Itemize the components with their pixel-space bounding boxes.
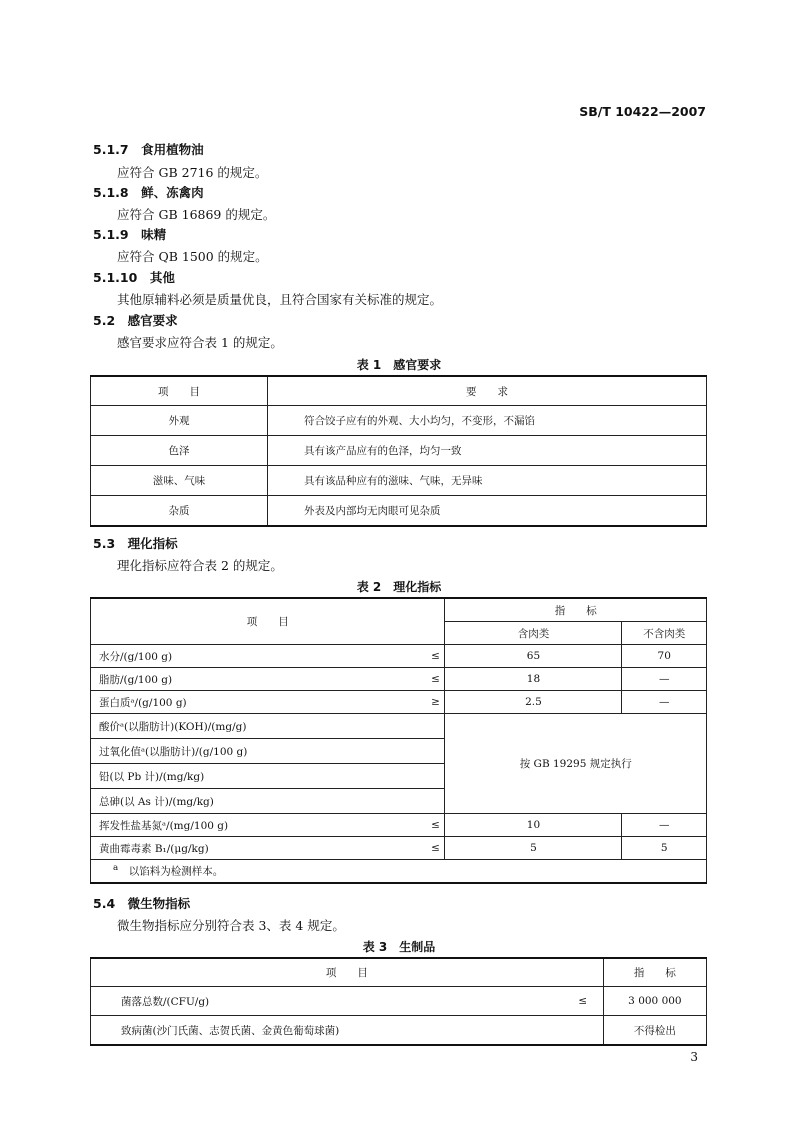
table2-caption: 表 2 理化指标 — [356, 580, 442, 594]
table-cell: 蛋白质ᵃ/(g/100 g) — [91, 691, 427, 714]
table-cell: 菌落总数/(CFU/g) — [91, 987, 563, 1016]
table-cell: 黄曲霉毒素 B₁/(μg/kg) — [91, 837, 427, 860]
column-header: 指 标 — [603, 958, 706, 987]
table-row — [91, 714, 707, 739]
table-cell: 水分/(g/100 g) — [91, 645, 427, 668]
comparison-symbol — [563, 1016, 604, 1046]
table-row — [91, 668, 707, 691]
table-cell: 过氧化值ᵃ(以脂肪计)/(g/100 g) — [91, 739, 445, 764]
table1-caption: 表 1 感官要求 — [356, 358, 442, 372]
comparison-symbol: ≤ — [563, 987, 604, 1016]
table-row — [91, 406, 707, 436]
section-heading — [93, 894, 190, 912]
section-body: 感官要求应符合表 1 的规定。 — [117, 335, 283, 350]
comparison-symbol: ≤ — [426, 645, 445, 668]
column-header: 不含肉类 — [622, 622, 707, 645]
table3-caption: 表 3 生制品 — [362, 940, 436, 954]
table-cell: 致病菌(沙门氏菌、志贺氏菌、金黄色葡萄球菌) — [91, 1016, 563, 1046]
section-title: 其他 — [149, 270, 175, 285]
column-header: 指 标 — [445, 598, 707, 622]
table-row — [91, 496, 707, 527]
comparison-symbol: ≤ — [426, 837, 445, 860]
table-header-row — [91, 376, 707, 406]
section-heading — [93, 268, 175, 286]
section-body: 应符合 QB 1500 的规定。 — [117, 249, 268, 264]
section-number: 5.1.9 — [93, 227, 129, 242]
table-row — [91, 436, 707, 466]
table-cell: — — [622, 691, 707, 714]
table-cell: 5 — [622, 837, 707, 860]
section-heading — [93, 183, 204, 201]
table-cell: — — [622, 668, 707, 691]
table-header-row — [91, 958, 707, 987]
table-row — [91, 691, 707, 714]
section-title: 微生物指标 — [127, 896, 191, 911]
table-footnote — [91, 860, 707, 884]
table-cell: 酸价ᵃ(以脂肪计)(KOH)/(mg/g) — [91, 714, 445, 739]
table-row — [91, 814, 707, 837]
column-header: 项 目 — [91, 376, 268, 406]
table-cell: 2.5 — [445, 691, 622, 714]
section-number: 5.1.8 — [93, 185, 129, 200]
comparison-symbol: ≤ — [426, 814, 445, 837]
raw-product-table — [90, 957, 707, 1046]
table-cell: 总砷(以 As 计)/(mg/kg) — [91, 789, 445, 814]
column-header: 含肉类 — [445, 622, 622, 645]
table-cell: 不得检出 — [603, 1016, 706, 1046]
column-header: 要 求 — [268, 376, 707, 406]
table-cell: 70 — [622, 645, 707, 668]
section-body: 应符合 GB 16869 的规定。 — [117, 207, 276, 222]
table-cell: 符合饺子应有的外观、大小均匀，不变形，不漏馅 — [268, 406, 707, 436]
section-heading — [93, 534, 178, 552]
table-row — [91, 987, 707, 1016]
table-cell: — — [622, 814, 707, 837]
table-cell: 65 — [445, 645, 622, 668]
section-number: 5.4 — [93, 896, 116, 911]
page-number: 3 — [690, 1050, 698, 1064]
table-cell: 外表及内部均无肉眼可见杂质 — [268, 496, 707, 527]
table-cell: 外观 — [91, 406, 268, 436]
table-row — [91, 837, 707, 860]
table-cell: 色泽 — [91, 436, 268, 466]
column-header: 项 目 — [91, 958, 604, 987]
section-title: 理化指标 — [127, 536, 178, 551]
footnote-mark: a — [113, 863, 119, 874]
table-cell: 18 — [445, 668, 622, 691]
table-row — [91, 466, 707, 496]
table-row — [91, 1016, 707, 1046]
table-cell: 挥发性盐基氮ᵃ/(mg/100 g) — [91, 814, 427, 837]
table-cell: 3 000 000 — [603, 987, 706, 1016]
table-cell: 杂质 — [91, 496, 268, 527]
section-body: 应符合 GB 2716 的规定。 — [117, 165, 268, 180]
section-number: 5.2 — [93, 313, 116, 328]
sensory-table — [90, 375, 707, 527]
section-heading — [93, 140, 204, 158]
section-number: 5.1.7 — [93, 142, 129, 157]
section-body: 其他原辅料必须是质量优良，且符合国家有关标准的规定。 — [117, 292, 443, 307]
table-cell: 具有该品种应有的滋味、气味，无异味 — [268, 466, 707, 496]
document-code: SB/T 10422—2007 — [579, 104, 706, 119]
table-cell: 铅(以 Pb 计)/(mg/kg) — [91, 764, 445, 789]
section-body: 理化指标应符合表 2 的规定。 — [117, 558, 283, 573]
merged-value-cell: 按 GB 19295 规定执行 — [445, 714, 707, 814]
table-cell: 5 — [445, 837, 622, 860]
table-cell: 具有该产品应有的色泽，均匀一致 — [268, 436, 707, 466]
table-header-row — [91, 598, 707, 622]
table-cell: 脂肪/(g/100 g) — [91, 668, 427, 691]
table-cell: 10 — [445, 814, 622, 837]
section-number: 5.3 — [93, 536, 116, 551]
section-body: 微生物指标应分别符合表 3、表 4 规定。 — [117, 918, 345, 933]
section-title: 食用植物油 — [141, 142, 204, 157]
section-number: 5.1.10 — [93, 270, 138, 285]
section-title: 感官要求 — [127, 313, 178, 328]
table-row — [91, 645, 707, 668]
table-cell: 滋味、气味 — [91, 466, 268, 496]
section-title: 味精 — [141, 227, 167, 242]
footnote-text: 以馅料为检测样本。 — [128, 865, 224, 878]
comparison-symbol: ≥ — [426, 691, 445, 714]
table-footnote-row — [91, 860, 707, 884]
section-heading — [93, 311, 178, 329]
section-heading — [93, 225, 166, 243]
column-header: 项 目 — [91, 598, 445, 645]
section-title: 鲜、冻禽肉 — [141, 185, 204, 200]
comparison-symbol: ≤ — [426, 668, 445, 691]
physicochemical-table — [90, 597, 707, 884]
